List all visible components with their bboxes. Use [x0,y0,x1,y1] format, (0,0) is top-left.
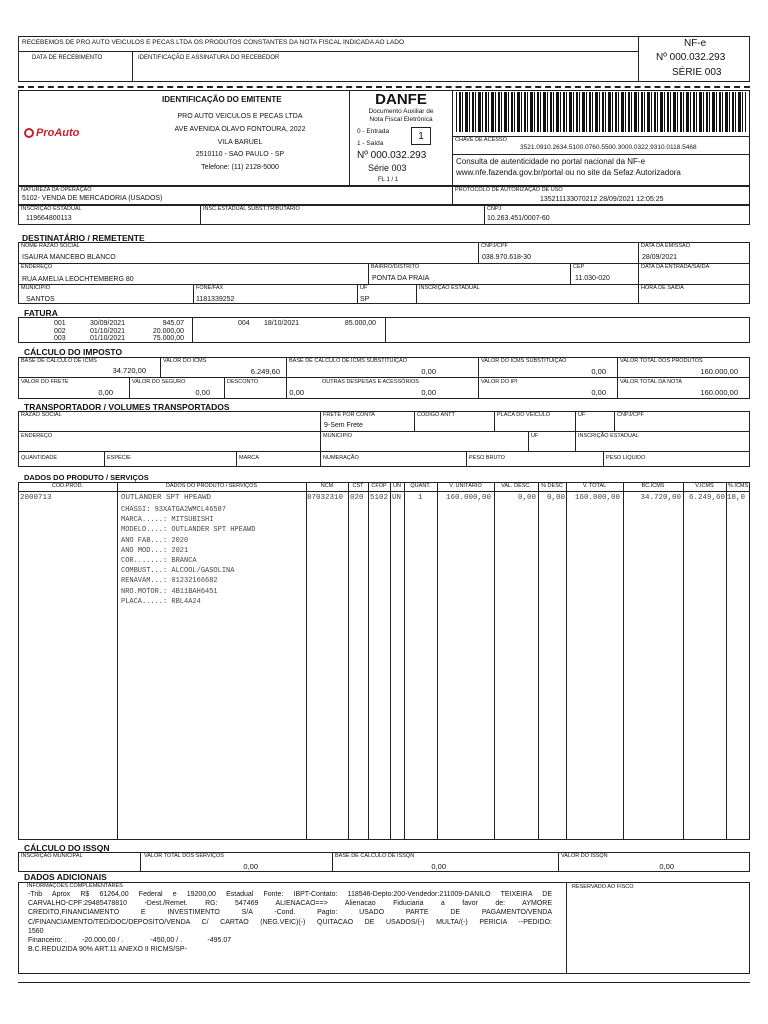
v-icms-label: VALOR DO ICMS [163,358,207,364]
emitente-phone: Telefone: (11) 2128-5000 [201,164,279,171]
fatura-dup-1 [24,320,189,343]
v-nota-label: VALOR TOTAL DA NOTA [620,379,682,385]
transp-endereco-label: ENDEREÇO [21,433,53,439]
dest-cep-label: CEP [573,264,585,270]
dest-uf-label: UF [360,285,368,291]
issqn-bc: 0,00 [431,862,446,871]
dup-number: 004 [238,320,250,327]
imposto-header: CÁLCULO DO IMPOSTO [24,347,123,357]
transp-numeracao-label: NUMERAÇÃO [323,455,359,461]
item-picms: 18,0 [727,494,746,502]
transp-frete-value: 9-Sem Frete [324,422,363,429]
frete-value: 0,00 [98,388,113,397]
ipi-label: VALOR DO IPI [481,379,518,385]
bc-st-label: BASE DE CÁLCULO DE ICMS SUBSTITUIÇÃO [289,358,407,364]
receipt-date-label: DATA DE RECEBIMENTO [32,55,103,61]
dup-number: 001 [54,320,66,327]
issqn-bc-label: BASE DE CÁLCULO DE ISSQN [335,853,415,859]
proauto-logo-text: ProAuto [36,127,80,139]
transp-pliquido-label: PESO LÍQUIDO [606,455,646,461]
ie-value: 119664800113 [26,215,72,222]
dest-cep: 11.030-020 [575,275,610,282]
issqn-header: CÁLCULO DO ISSQN [24,843,110,853]
dest-fone-label: FONE/FAX [196,285,224,291]
natureza-value: 5102- VENDA DE MERCADORIA (USADOS) [22,195,163,202]
dest-fone: 1181339252 [196,296,235,303]
col-ncm: NCM [320,483,334,489]
detail-line: NRO.MOTOR.: 4B11BAH6451 [121,587,218,596]
col-picms: % ICMS [728,483,749,489]
canhoto-number: Nº 000.032.293 [656,52,726,63]
issqn-v-label: VALOR DO ISSQN [561,853,608,859]
info-line: CREDITO,FINANCIAMENTO E INVESTIMENTO S/A -Cond. Pagto: USADO PARTE DE PAGAMENTO/VENDA [28,909,552,917]
dup-date: 01/10/2021 [90,335,126,343]
dup-value: 945.07 [162,320,184,327]
destinatario-header: DESTINATÁRIO / REMETENTE [22,233,145,243]
issqn-vserv-label: VALOR TOTAL DOS SERVIÇOS [144,853,224,859]
inscricao-row [18,205,750,225]
col-vtotal: V. TOTAL [582,483,607,489]
item-vicms: 6.249,60 [688,494,725,502]
seguro-label: VALOR DO SEGURO [132,379,186,385]
transp-frete-label: FRETE POR CONTA [323,412,375,418]
detail-line: RENAVAM...: 01232166682 [121,577,218,586]
info-line: -Trib Aprox R$ 61264,00 Federal e 19200,00 Estadual Fonte: IBPT-Contato: 118546-Depto:200-Vendedor:211009-DANILO TEIXEIRA DE [28,891,552,898]
col-desc: DADOS DO PRODUTO / SERVIÇOS [165,483,258,489]
seguro-value: 0,00 [195,388,210,397]
transp-placa-label: PLACA DO VEICULO [497,412,551,418]
info-line: Financeiro: . -20.000,00 / . -450,00 / . -495.07 [28,937,232,945]
v-st-value: 0,00 [591,367,606,376]
dest-municipio-label: MUNICIPIO [21,285,51,291]
dest-emissao: 28/09/2021 [642,254,678,261]
detail-line: ANO FAB...: 2020 [121,536,189,545]
issqn-v: 0,00 [659,862,674,871]
col-un: UN [393,483,401,489]
info-line: 1560 [28,927,44,935]
natureza-label: NATUREZA DA OPERAÇÃO [21,187,92,193]
emitente-name: PRO AUTO VEICULOS E PECAS LTDA [177,113,303,120]
col-vicms: V.ICMS [695,483,714,489]
dup-value: 85.000,00 [344,320,376,327]
col-vunit: V. UNITÁRIO [449,483,482,489]
cnpj-value: 10.263.451/0007-60 [487,215,550,222]
col-pdesc: % DESC [541,483,563,489]
info-line: C/FINANCIAMENTO/TED/DOC/DEPOSITO/VENDA C/ CARTAO (NEG.VEIC)(-) QUITACAO DE USADOS/(-) MULTA/(-) PERICIA --PEDIDO: [28,918,552,926]
dest-emissao-label: DATA DA EMISSÃO [641,243,691,249]
danfe-type-value: 1 [418,131,424,142]
v-st-label: VALOR DO ICMS SUBSTITUIÇÃO [481,358,567,364]
canhoto-statement: RECEBEMOS DE PRO AUTO VEICULOS E PECAS LTDA OS PRODUTOS CONSTANTES DA NOTA FISCAL INDICADA AO LADO [22,39,405,46]
info-label: INFORMAÇÕES COMPLEMENTARES [27,883,123,889]
canhoto-serie: SÉRIE 003 [672,67,722,78]
issqn-im-label: INSCRIÇÃO MUNICIPAL [21,853,83,859]
col-qtd: QUANT. [410,483,431,489]
item-cfop: 5102 [370,494,389,502]
issqn-vserv: 0,00 [243,862,258,871]
adicionais-header: DADOS ADICIONAIS [24,872,107,882]
emitente-header: IDENTIFICAÇÃO DO EMITENTE [162,95,282,104]
chave-value: 3521.0910.2634.5100.0760.5500.3000.0322.9310.0118.5468 [520,144,697,151]
detail-line: CHASSI: 93XATGA2WMCL46587 [121,506,227,514]
bc-icms-label: BASE DE CÁLCULO DE ICMS [21,358,97,364]
transp-municipio-label: MUNICIPIO [323,433,353,439]
item-qtd: 1 [418,494,423,502]
transp-ie-label: INSCRIÇÃO ESTADUAL [578,433,639,439]
iest-label: INSC.ESTADUAL SUBST.TRIBUTARIO [203,206,300,212]
detail-line: ANO MOD...: 2021 [121,546,189,555]
transp-especie-label: ESPÉCIE [107,455,131,461]
bc-st-value: 0,00 [421,367,436,376]
dest-municipio: SANTOS [26,296,55,303]
item-vunit: 160.000,00 [445,494,491,502]
info-line: CARVALHO-CPF:29485478810 -Dest./Remet. RG: 547469 ALIENACAO==> Alienacao Fiduciaria a favor de: AYMORE [28,900,552,908]
danfe-serie: Série 003 [368,163,407,173]
produtos-header: DADOS DO PRODUTO / SERVIÇOS [24,473,149,482]
dest-ie-label: INSCRIÇÃO ESTADUAL [419,285,480,291]
info-text [28,890,552,954]
col-cod: COD.PROD. [51,483,84,489]
dup-date: 01/10/2021 [90,327,126,335]
desconto-label: DESCONTO [227,379,259,385]
dup-row [24,320,189,328]
danfe-number: Nº 000.032.293 [357,150,427,161]
fatura-header: FATURA [24,308,58,318]
dest-cnpj-label: CNPJ/CPF [481,243,508,249]
item-vdesc: 0,00 [517,494,536,502]
dest-bairro-label: BAIRRO/DISTRITO [371,264,420,270]
transp-razao-label: RAZÃO SOCIAL [21,412,62,418]
outras-value: 0,00 [421,388,436,397]
detail-line: MARCA.....: MITSUBISHI [121,516,214,525]
dest-cnpj: 038.970.618-30 [482,254,532,261]
transp-uf-label: UF [578,412,586,418]
v-prod-value: 160.000,00 [700,367,738,376]
emitente-city: 2510110 - SAO PAULO - SP [195,151,285,158]
dest-bairro: PONTA DA PRAIA [372,275,430,282]
bc-icms-value: 34.720,00 [112,366,146,375]
chave-label: CHAVE DE ACESSO [455,137,507,143]
detail-line: COMBUST...: ALCOOL/GASOLINA [121,567,235,576]
dup-date: 18/10/2021 [264,320,300,327]
danfe-subtitle-1: Documento Auxiliar de [368,108,434,115]
emitente-district: VILA BARUEL [217,139,263,146]
transp-qtd-label: QUANTIDADE [21,455,58,461]
danfe-title: DANFE [375,91,427,108]
item-cod: 2000713 [20,494,52,502]
item-pdesc: 0,00 [546,494,565,502]
transp-uf2-label: UF [531,433,539,439]
detail-line: PLACA.....: RBL4A24 [121,597,201,606]
danfe-saida: 1 - Saída [357,140,384,147]
product-details [121,505,255,607]
dup-number: 003 [54,335,66,343]
danfe-type-box [411,127,431,145]
fatura-dup-2 [238,320,378,327]
proauto-logo [24,127,79,139]
dup-value: 20.000,00 [152,327,184,335]
v-prod-label: VALOR TOTAL DOS PRODUTOS [620,358,703,364]
detail-line: COR.......: BRANCA [121,557,197,566]
destinatario-box [18,242,750,304]
col-vdesc: VAL. DESC. [501,483,531,489]
danfe-subtitle-2: Nota Fiscal Eletrônica [369,116,433,123]
item-bcicms: 34.720,00 [640,494,681,502]
item-cst: 020 [350,494,364,502]
proauto-logo-icon [24,128,34,138]
dest-entrada-label: DATA DA ENTRADA/SAÍDA [641,264,710,270]
canhoto-nfe: NF-e [684,38,707,49]
detail-line: MODELO....: OUTLANDER SPT HPEAWD [121,526,256,535]
receiver-signature-label: IDENTIFICAÇÃO E ASSINATURA DO RECEBEDOR [138,55,280,61]
dest-address-label: ENDEREÇO [21,264,53,270]
frete-label: VALOR DO FRETE [21,379,69,385]
col-bcicms: BC.ICMS [641,483,665,489]
col-cst: CST [352,483,364,489]
transp-marca-label: MARCA [239,455,259,461]
ipi-value: 0,00 [591,388,606,397]
dest-name-label: NOME RAZÃO SOCIAL [21,243,80,249]
protocolo-value: 135211133070212 28/09/2021 12:05:25 [540,196,664,203]
info-line: B.C.REDUZIDA 90% ART.11 ANEXO II RICMS/SP- [28,946,187,954]
dup-value: 75.000,00 [152,335,184,343]
dup-date: 30/09/2021 [90,320,126,327]
v-icms-value: 6.249,60 [250,367,280,376]
transp-antt-label: CODIGO ANTT [417,412,455,418]
footer-line [18,982,750,983]
barcode [456,92,746,132]
desconto-value: 0,00 [289,388,304,397]
danfe-folha: FL 1 / 1 [378,177,399,183]
dest-address: RUA AMELIA LEOCHTEMBERG 80 [22,276,134,283]
outras-label: OUTRAS DESPESAS E ACESSÓRIOS [322,379,419,385]
col-cfop: CFOP [371,483,387,489]
dest-name: ISAURA MANCEBO BLANCO [22,254,116,261]
dest-uf: SP [360,296,370,303]
transp-pbruto-label: PESO BRUTO [469,455,505,461]
emitente-address: AVE AVENIDA OLAVO FONTOURA, 2022 [174,126,306,133]
chave-consult-2: www.nfe.fazenda.gov.br/portal ou no site da Sefaz Autorizadora [456,168,681,177]
item-desc: OUTLANDER SPT HPEAWD [121,494,212,502]
dup-row [24,335,189,343]
transporte-header: TRANSPORTADOR / VOLUMES TRANSPORTADOS [24,402,230,412]
fisco-label: RESERVADO AO FISCO [572,884,634,890]
dup-row [24,328,189,336]
v-nota-value: 160.000,00 [700,388,738,397]
cnpj-label: CNPJ [487,206,502,212]
item-vtotal: 160.000,00 [574,494,620,502]
ie-label: INSCRIÇÃO ESTADUAL [21,206,82,212]
transp-cnpj-label: CNPJ/CPF [617,412,644,418]
item-ncm: 87032310 [307,494,344,502]
item-un: UN [392,494,402,502]
protocolo-label: PROTOCOLO DE AUTORIZAÇÃO DE USO [455,187,563,193]
dup-number: 002 [54,327,66,335]
danfe-entrada: 0 - Entrada [357,128,390,135]
chave-consult-1: Consulta de autenticidade no portal nacional da NF-e [456,157,646,166]
cut-line [18,86,750,88]
dest-hora-label: HORA DE SAÍDA [641,285,684,291]
